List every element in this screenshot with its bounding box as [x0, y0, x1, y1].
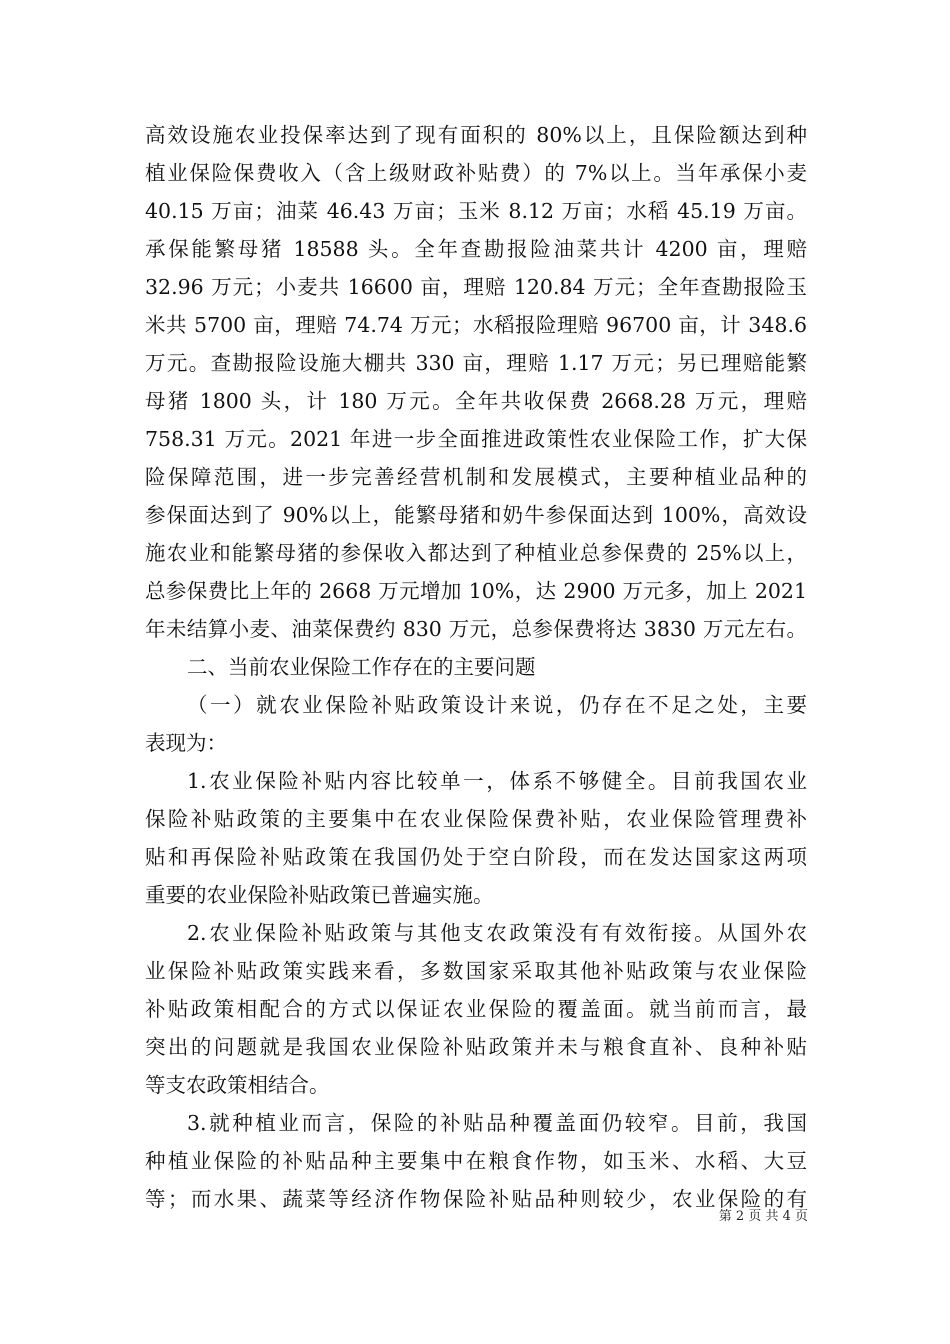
text-line: 业保险补贴政策实践来看，多数国家采取其他补贴政策与农业保险: [145, 959, 807, 983]
text-line: 险保障范围，进一步完善经营机制和发展模式，主要种植业品种的: [145, 465, 807, 489]
text-line: 等支农政策相结合。: [145, 1073, 330, 1097]
text-line: 种植业保险的补贴品种主要集中在粮食作物，如玉米、水稻、大豆: [145, 1149, 807, 1173]
text-line: 补贴政策相配合的方式以保证农业保险的覆盖面。就当前而言，最: [145, 997, 807, 1021]
text-line: 万元。查勘报险设施大棚共 330 亩，理赔 1.17 万元；另已理赔能繁: [145, 351, 807, 375]
text-line: 758.31 万元。2021 年进一步全面推进政策性农业保险工作，扩大保: [145, 427, 807, 451]
list-item-1-start: 1.农业保险补贴内容比较单一，体系不够健全。目前我国农业: [187, 769, 807, 793]
text-line: 米共 5700 亩，理赔 74.74 万元；水稻报险理赔 96700 亩，计 348.6: [145, 313, 807, 337]
subsection-heading: （一）就农业保险补贴政策设计来说，仍存在不足之处，主要: [187, 693, 807, 717]
text-line: 等；而水果、蔬菜等经济作物保险补贴品种则较少，农业保险的有: [145, 1187, 807, 1211]
text-line: 保险补贴政策的主要集中在农业保险保费补贴，农业保险管理费补: [145, 807, 807, 831]
list-item-3-start: 3.就种植业而言，保险的补贴品种覆盖面仍较窄。目前，我国: [187, 1111, 807, 1135]
text-line: 年未结算小麦、油菜保费约 830 万元，总参保费将达 3830 万元左右。: [145, 617, 807, 641]
text-line: 母猪 1800 头，计 180 万元。全年共收保费 2668.28 万元，理赔: [145, 389, 807, 413]
text-line: 高效设施农业投保率达到了现有面积的 80%以上，且保险额达到种: [145, 123, 807, 147]
section-heading: 二、当前农业保险工作存在的主要问题: [187, 655, 536, 679]
page-number: 第 2 页 共 4 页: [718, 1209, 808, 1224]
text-line: 植业保险保费收入（含上级财政补贴费）的 7%以上。当年承保小麦: [145, 161, 807, 185]
document-body: [145, 116, 807, 1218]
text-line: 40.15 万亩；油菜 46.43 万亩；玉米 8.12 万亩；水稻 45.19 万亩。: [145, 199, 807, 223]
text-line: 突出的问题就是我国农业保险补贴政策并未与粮食直补、良种补贴: [145, 1035, 807, 1059]
text-line: 参保面达到了 90%以上，能繁母猪和奶牛参保面达到 100%，高效设: [145, 503, 807, 527]
text-line: 贴和再保险补贴政策在我国仍处于空白阶段，而在发达国家这两项: [145, 845, 807, 869]
list-item-2-start: 2.农业保险补贴政策与其他支农政策没有有效衔接。从国外农: [187, 921, 807, 945]
text-line: 重要的农业保险补贴政策已普遍实施。: [145, 883, 494, 907]
text-line: 32.96 万元；小麦共 16600 亩，理赔 120.84 万元；全年查勘报险玉: [145, 275, 807, 299]
text-line: 施农业和能繁母猪的参保收入都达到了种植业总参保费的 25%以上，: [145, 541, 807, 565]
text-line: 总参保费比上年的 2668 万元增加 10%，达 2900 万元多，加上 2021: [145, 579, 807, 603]
text-line: 承保能繁母猪 18588 头。全年查勘报险油菜共计 4200 亩，理赔: [145, 237, 807, 261]
text-line: 表现为：: [145, 731, 227, 755]
